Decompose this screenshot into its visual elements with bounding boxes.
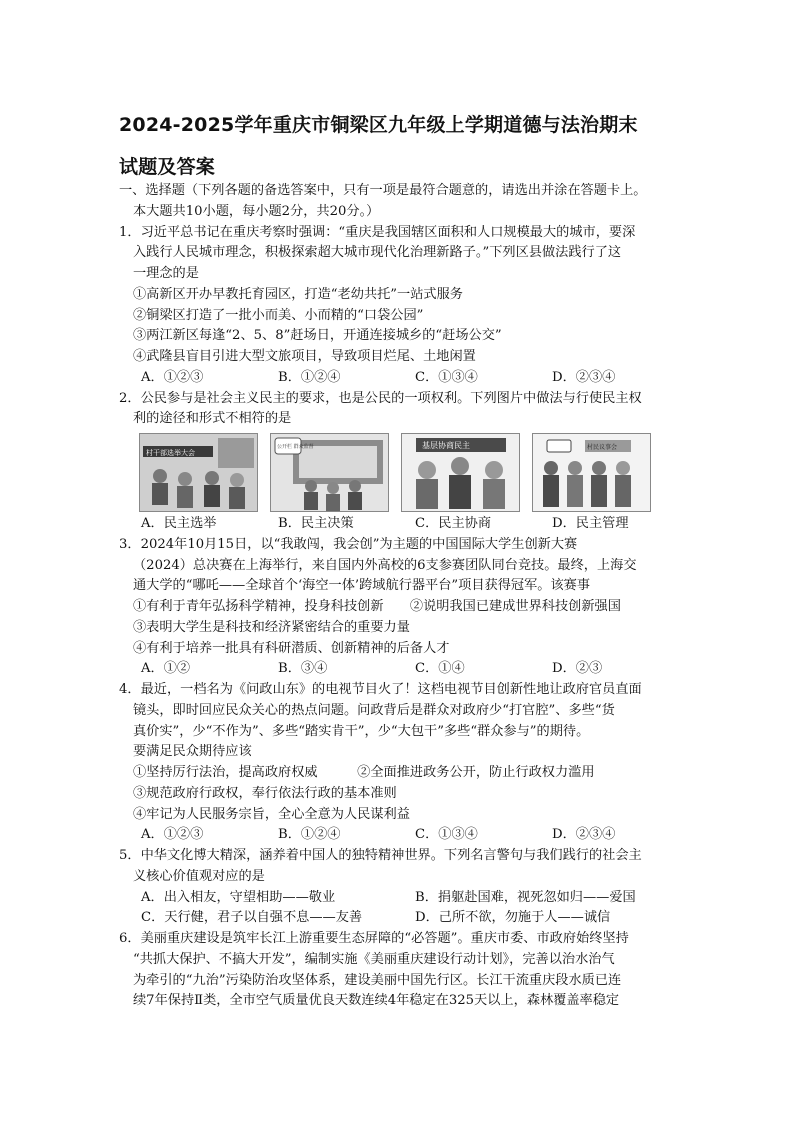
statement-item: ④牢记为人民服务宗旨，全心全意为人民谋利益 (133, 806, 410, 822)
option-c: C．天行健，君子以自强不息——友善 (141, 910, 363, 926)
illustration-consultation (401, 433, 520, 512)
option-b: B．①②④ (278, 827, 341, 843)
illustration-decision (270, 433, 389, 512)
answer-options (119, 659, 689, 680)
option-d: D．己所不欲，勿施于人——诚信 (415, 910, 611, 926)
option-b: B．捐躯赴国难，视死忽如归——爱国 (415, 889, 636, 905)
question-stem: 1．习近平总书记在重庆考察时强调：“重庆是我国辖区面积和人口规模最大的城市，要深 (119, 224, 636, 240)
question-stem: 4．最近，一档名为《问政山东》的电视节目火了！这档电视节目创新性地让政府官员直面 (119, 682, 642, 697)
question-stem: 为牵引的“九治”污染防治攻坚体系，建设美丽中国先行区。长江干流重庆段水质已连 (133, 972, 622, 988)
option-a: A．①② (141, 661, 191, 677)
question-stem: 镜头，即时回应民众关心的热点问题。问政背后是群众对政府少“打官腔”、多些“货 (133, 702, 615, 718)
option-d: D．民主管理 (552, 516, 629, 531)
statement-item: ②铜梁区打造了一批小而美、小而精的“口袋公园” (133, 307, 424, 323)
banner-text: 基层协商民主 (422, 441, 470, 450)
exam-content (119, 181, 689, 1012)
option-b: B．①②④ (278, 369, 341, 385)
question-4 (119, 680, 689, 846)
sign-text: 公开栏 群众监督 (277, 444, 314, 450)
question-stem: 6．美丽重庆建设是筑牢长江上游重要生态屏障的“必答题”。重庆市委、市政府始终坚持 (119, 931, 629, 946)
illustration-election (139, 433, 258, 512)
option-b: B．③④ (278, 661, 328, 677)
section-header: 一、选择题（下列各题的备选答案中，只有一项是最符合题意的，请选出并涂在答题卡上。 (119, 183, 647, 198)
question-stem: 义核心价值观对应的是 (133, 868, 265, 884)
question-2 (119, 389, 689, 535)
question-stem: 一理念的是 (133, 266, 199, 281)
illustration-row (119, 433, 689, 513)
answer-options (119, 888, 689, 909)
question-stem: 3．2024年10月15日，以“我敢闯，我会创”为主题的中国国际大学生创新大赛 (119, 536, 578, 552)
title-line-2: 试题及答案 (119, 156, 216, 178)
statement-item: ①高新区开办早教托育园区，打造“老幼共托”一站式服务 (133, 286, 463, 302)
statement-item: ③表明大学生是科技和经济紧密结合的重要力量 (133, 619, 410, 635)
question-stem: 入践行人民城市理念，积极探索超大城市现代化治理新路子。”下列区县做法践行了这 (133, 245, 622, 261)
illustration-management (532, 433, 651, 512)
option-b: B．民主决策 (278, 516, 354, 531)
question-stem: 续7年保持Ⅱ类，全市空气质量优良天数连续4年稳定在325天以上，森林覆盖率稳定 (133, 993, 620, 1009)
option-c: C．民主协商 (415, 516, 492, 531)
document-title (119, 104, 719, 188)
banner-text: 村干部选举大会 (146, 449, 195, 457)
answer-options (119, 908, 689, 929)
question-stem: 利的途径和形式不相符的是 (133, 411, 292, 427)
option-c: C．①③④ (415, 827, 478, 843)
option-a: A．①②③ (141, 369, 204, 385)
option-a: A．出入相友，守望相助——敬业 (141, 889, 336, 905)
question-stem: 真价实”，少“不作为”、多些“踏实肯干”，少“大包干”多些“群众参与”的期待。 (133, 723, 590, 739)
statement-item: ①有利于青年弘扬科学精神，投身科技创新 ②说明我国已建成世界科技创新强国 (133, 599, 621, 614)
option-a: A．民主选举 (141, 516, 217, 531)
question-3 (119, 535, 689, 680)
title-line-1: 2024-2025学年重庆市铜梁区九年级上学期道德与法治期末 (119, 114, 638, 136)
section-header-cont: 本大题共10小题，每小题2分，共20分。） (133, 203, 380, 219)
statement-item: ④有利于培养一批具有科研潜质、创新精神的后备人才 (133, 640, 450, 656)
option-d: D．②③④ (552, 369, 616, 385)
question-stem: 要满足民众期待应该 (133, 744, 252, 760)
answer-options (119, 368, 689, 389)
option-c: C．①③④ (415, 369, 478, 385)
statement-item: ①坚持厉行法治，提高政府权威 ②全面推进政务公开，防止行政权力滥用 (133, 765, 595, 780)
option-c: C．①④ (415, 661, 465, 677)
question-stem: 通大学的“哪吒——全球首个‘海空一体’跨域航行器平台”项目获得冠军。该赛事 (133, 578, 591, 594)
question-6 (119, 929, 689, 1012)
answer-options (119, 514, 689, 535)
banner-text: 村民议事会 (587, 444, 618, 451)
question-stem: （2024）总决赛在上海举行，来自国内外高校的6支参赛团队同台竞技。最终，上海交 (133, 557, 637, 573)
question-5 (119, 846, 689, 929)
question-stem: 2．公民参与是社会主义民主的要求，也是公民的一项权利。下列图片中做法与行使民主权 (119, 390, 642, 406)
question-stem: “共抓大保护、不搞大开发”，编制实施《美丽重庆建设行动计划》，完善以治水治气 (133, 951, 615, 967)
answer-options (119, 825, 689, 846)
option-d: D．②③ (552, 661, 603, 677)
option-d: D．②③④ (552, 827, 616, 843)
statement-item: ③两江新区每逢“2、5、8”赶场日，开通连接城乡的“赶场公交” (133, 328, 502, 344)
statement-item: ③规范政府行政权，奉行依法行政的基本准则 (133, 785, 397, 801)
option-a: A．①②③ (141, 827, 204, 843)
question-1 (119, 223, 689, 389)
statement-item: ④武隆县盲目引进大型文旅项目，导致项目烂尾、土地闲置 (133, 349, 476, 364)
question-stem: 5．中华文化博大精深，涵养着中国人的独特精神世界。下列名言警句与我们践行的社会主 (119, 848, 642, 863)
